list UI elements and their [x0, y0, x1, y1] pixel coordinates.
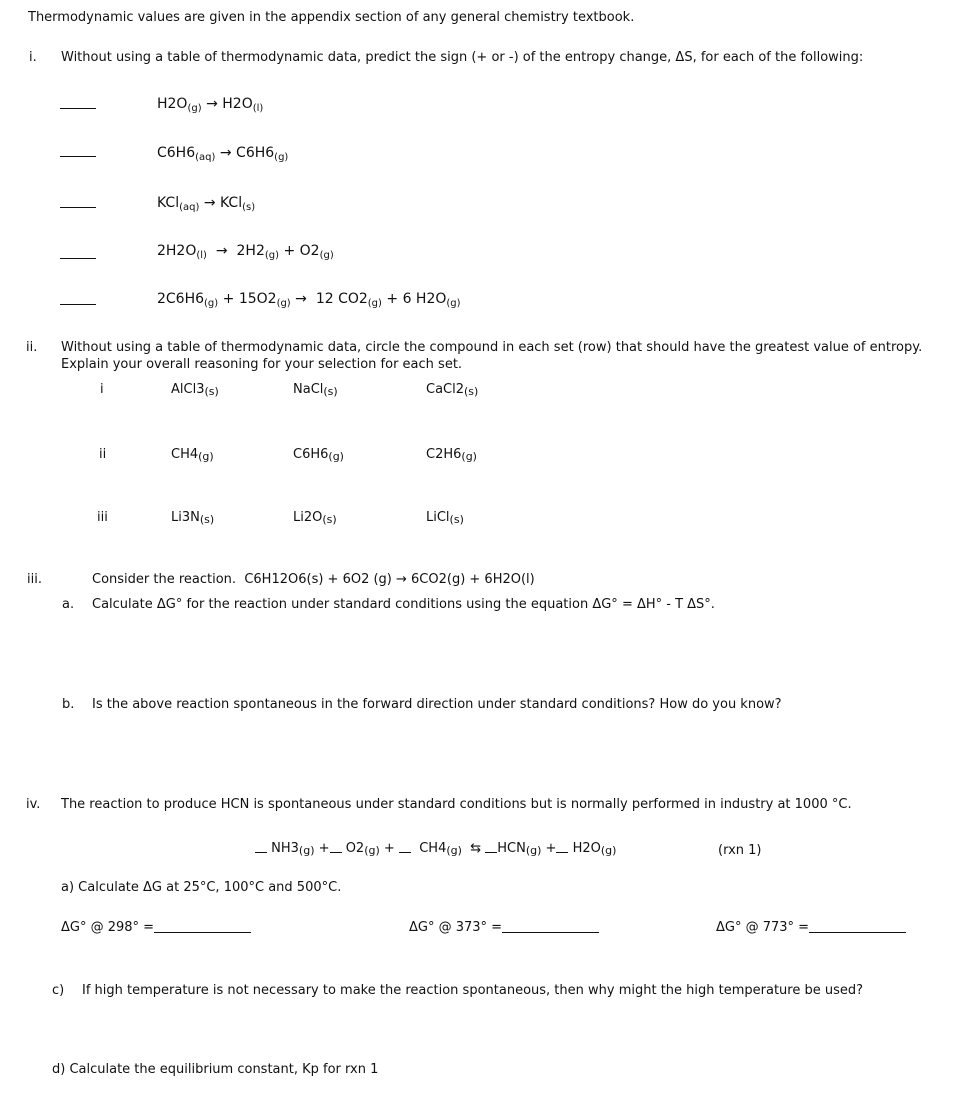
question-number-i: i. [29, 50, 37, 65]
intro-text: Thermodynamic values are given in the appendix section of any general chemistry textbook. [28, 10, 635, 25]
question-iv-c-text: If high temperature is not necessary to make the reaction spontaneous, then why might the high temperature be used? [82, 983, 864, 998]
reaction-4: $2H2O_{(l)} \to 2H2_{(g)} + O2_{(g)}$ [157, 243, 334, 261]
question-iv-c-label: c) [52, 983, 65, 998]
dg-373-blank[interactable] [502, 920, 599, 933]
question-ii-prompt-2: Explain your overall reasoning for your selection for each set. [61, 357, 463, 372]
question-number-iii: iii. [27, 572, 42, 587]
coef-blank-h2o[interactable] [556, 842, 568, 853]
dg-773-blank[interactable] [809, 920, 906, 933]
coef-blank-ch4[interactable] [399, 842, 411, 853]
answer-blank-5[interactable] [60, 304, 96, 305]
set-label-iii: iii [97, 510, 108, 525]
question-iii-reaction: Consider the reaction. C6H12O6(s) + 6O2 (g) → 6CO2(g) + 6H2O(l) [92, 572, 535, 587]
question-iv-d-text: d) Calculate the equilibrium constant, Kp for rxn 1 [52, 1062, 379, 1077]
question-iii-a-text: Calculate ΔG° for the reaction under standard conditions using the equation ΔG° = ΔH° - T ΔS°. [92, 597, 715, 612]
question-iii-b-text: Is the above reaction spontaneous in the forward direction under standard conditions? How do you know? [92, 697, 782, 712]
dg-298-blank[interactable] [154, 920, 251, 933]
compound-c6h6[interactable]: C6H6(g) [293, 447, 344, 463]
question-iii-b-label: b. [62, 697, 75, 712]
reaction-2: $C6H6_{(aq)} \to C6H6_{(g)}$ [157, 145, 289, 163]
dg-773: ΔG° @ 773° = [716, 920, 906, 936]
hcn-equation: NH3(g) + O2(g) + CH4(g) ⇆ HCN(g) + H2O(g) [255, 841, 616, 859]
reaction-1: $H2O_{(g)} \to H2O_{(l)}$ [157, 96, 264, 114]
question-iii-a-label: a. [62, 597, 75, 612]
compound-licl[interactable]: LiCl(s) [426, 510, 464, 526]
question-ii-prompt-1: Without using a table of thermodynamic data, circle the compound in each set (row) that should have the greatest value of entropy. [61, 340, 923, 355]
coef-blank-hcn[interactable] [485, 842, 497, 853]
coef-blank-nh3[interactable] [255, 842, 267, 853]
question-iv-prompt: The reaction to produce HCN is spontaneous under standard conditions but is normally performed in industry at 1000 °C. [61, 797, 852, 812]
question-i-prompt: Without using a table of thermodynamic data, predict the sign (+ or -) of the entropy change, ΔS, for each of the following: [61, 50, 864, 65]
question-number-ii: ii. [26, 340, 38, 355]
answer-blank-3[interactable] [60, 207, 96, 208]
compound-c2h6[interactable]: C2H6(g) [426, 447, 477, 463]
compound-cacl2[interactable]: CaCl2(s) [426, 382, 479, 398]
rxn-label: (rxn 1) [718, 843, 762, 858]
reaction-5: $2C6H6_{(g)} + 15O2_{(g)} \to 12$ $CO2_{(g)} + 6$ $H2O_{(g)}$ [157, 291, 461, 309]
dg-298: ΔG° @ 298° = [61, 920, 251, 936]
compound-ch4[interactable]: CH4(g) [171, 447, 214, 463]
compound-nacl[interactable]: NaCl(s) [293, 382, 338, 398]
question-iv-a-text: a) Calculate ΔG at 25°C, 100°C and 500°C. [61, 880, 342, 895]
compound-li2o[interactable]: Li2O(s) [293, 510, 337, 526]
set-label-ii: ii [99, 447, 107, 462]
reaction-3: KCl$_{(aq)}$ → KCl$_{(s)}$ [157, 195, 256, 213]
set-label-i: i [100, 382, 104, 397]
answer-blank-4[interactable] [60, 258, 96, 259]
dg-373: ΔG° @ 373° = [409, 920, 599, 936]
coef-blank-o2[interactable] [330, 842, 342, 853]
answer-blank-1[interactable] [60, 108, 96, 109]
compound-li3n[interactable]: Li3N(s) [171, 510, 215, 526]
compound-alcl3[interactable]: AlCl3(s) [171, 382, 219, 398]
answer-blank-2[interactable] [60, 156, 96, 157]
question-number-iv: iv. [26, 797, 41, 812]
